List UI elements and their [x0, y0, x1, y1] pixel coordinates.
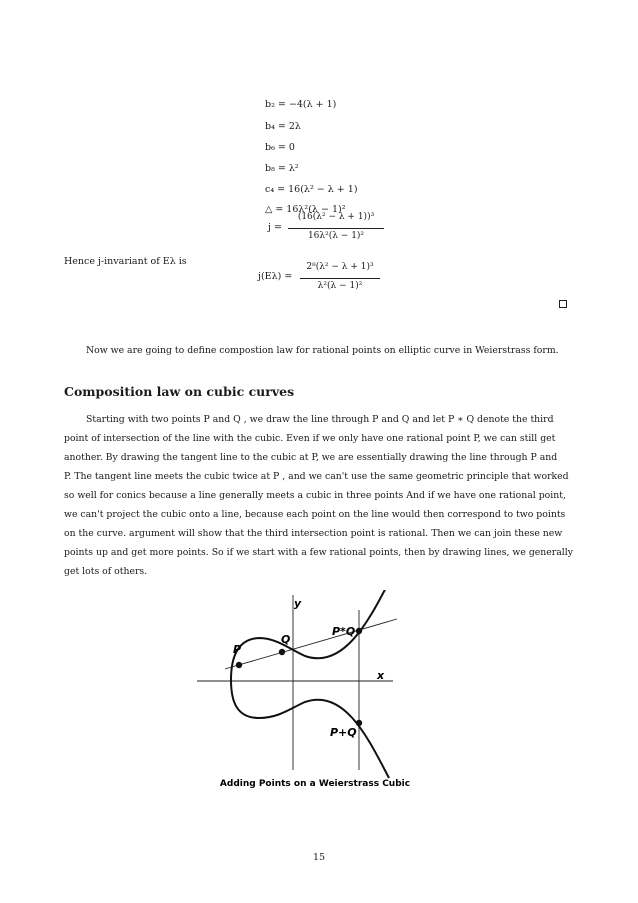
qed-box-icon	[559, 300, 567, 308]
label-y-axis: y	[294, 597, 302, 610]
paragraph-line: another. By drawing the tangent line to the cubic at P, we are essentially drawing the line through P and	[64, 452, 558, 463]
paragraph-line: point of intersection of the line with the cubic. Even if we only have one rational point P, we can still get	[64, 433, 556, 444]
label-PplusQ: P+Q	[330, 726, 357, 739]
page-number: 15	[312, 852, 326, 863]
equation-j-lhs: j =	[268, 222, 282, 233]
label-PstarQ: P*Q	[332, 625, 356, 638]
cubic-curve	[231, 590, 389, 778]
paragraph-line: so well for conics because a line generally meets a cubic in three points And if we have one rational point,	[64, 490, 566, 501]
equation-j-denominator: 16λ²(λ − 1)²	[307, 231, 365, 241]
equation-b8: b₈ = λ²	[265, 163, 299, 174]
label-P: P	[233, 643, 242, 656]
cubic-figure	[195, 590, 435, 790]
cubic-diagram	[195, 590, 435, 790]
paragraph-line: Starting with two points P and Q , we draw the line through P and Q and let P ∗ Q denote the third	[86, 414, 554, 425]
equation-jE-lhs: j(Eλ) =	[258, 271, 293, 282]
equation-j-numerator: (16(λ² − λ + 1))³	[297, 212, 375, 222]
equation-jE-fraction-bar	[300, 278, 380, 279]
point-Q	[279, 649, 285, 655]
equation-j-fraction-bar	[288, 228, 384, 229]
secant-line	[225, 619, 397, 669]
hence-text: Hence j-invariant of Eλ is	[64, 256, 187, 267]
figure-caption: Adding Points on a Weierstrass Cubic	[219, 779, 411, 789]
point-PstarQ	[356, 628, 362, 634]
point-PplusQ	[356, 720, 362, 726]
paragraph-line: points up and get more points. So if we start with a few rational points, then by drawing lines, we generally	[64, 547, 573, 558]
label-Q: Q	[281, 633, 291, 646]
point-P	[236, 662, 242, 668]
equation-discriminant: △ = 16λ²(λ − 1)²	[265, 204, 346, 215]
equation-b4: b₄ = 2λ	[265, 121, 301, 132]
paragraph-line: we can't project the cubic onto a line, because each point on the line would then correspond to two points	[64, 509, 566, 520]
intro-line: Now we are going to define compostion law for rational points on elliptic curve in Weierstrass form.	[86, 345, 559, 356]
equation-c4: c₄ = 16(λ² − λ + 1)	[265, 184, 358, 195]
equation-jE-numerator: 2⁸(λ² − λ + 1)³	[306, 262, 374, 272]
section-heading: Composition law on cubic curves	[64, 384, 295, 399]
equation-jE-denominator: λ²(λ − 1)²	[317, 281, 363, 291]
label-x-axis: x	[377, 669, 385, 682]
equation-b2: b₂ = −4(λ + 1)	[265, 99, 337, 110]
equation-b6: b₆ = 0	[265, 142, 295, 153]
paragraph-line: get lots of others.	[64, 566, 148, 577]
paragraph-line: P. The tangent line meets the cubic twice at P , and we can't use the same geometric principle that worked	[64, 471, 569, 482]
paragraph-line: on the curve. argument will show that the third intersection point is rational. Then we can join these new	[64, 528, 563, 539]
